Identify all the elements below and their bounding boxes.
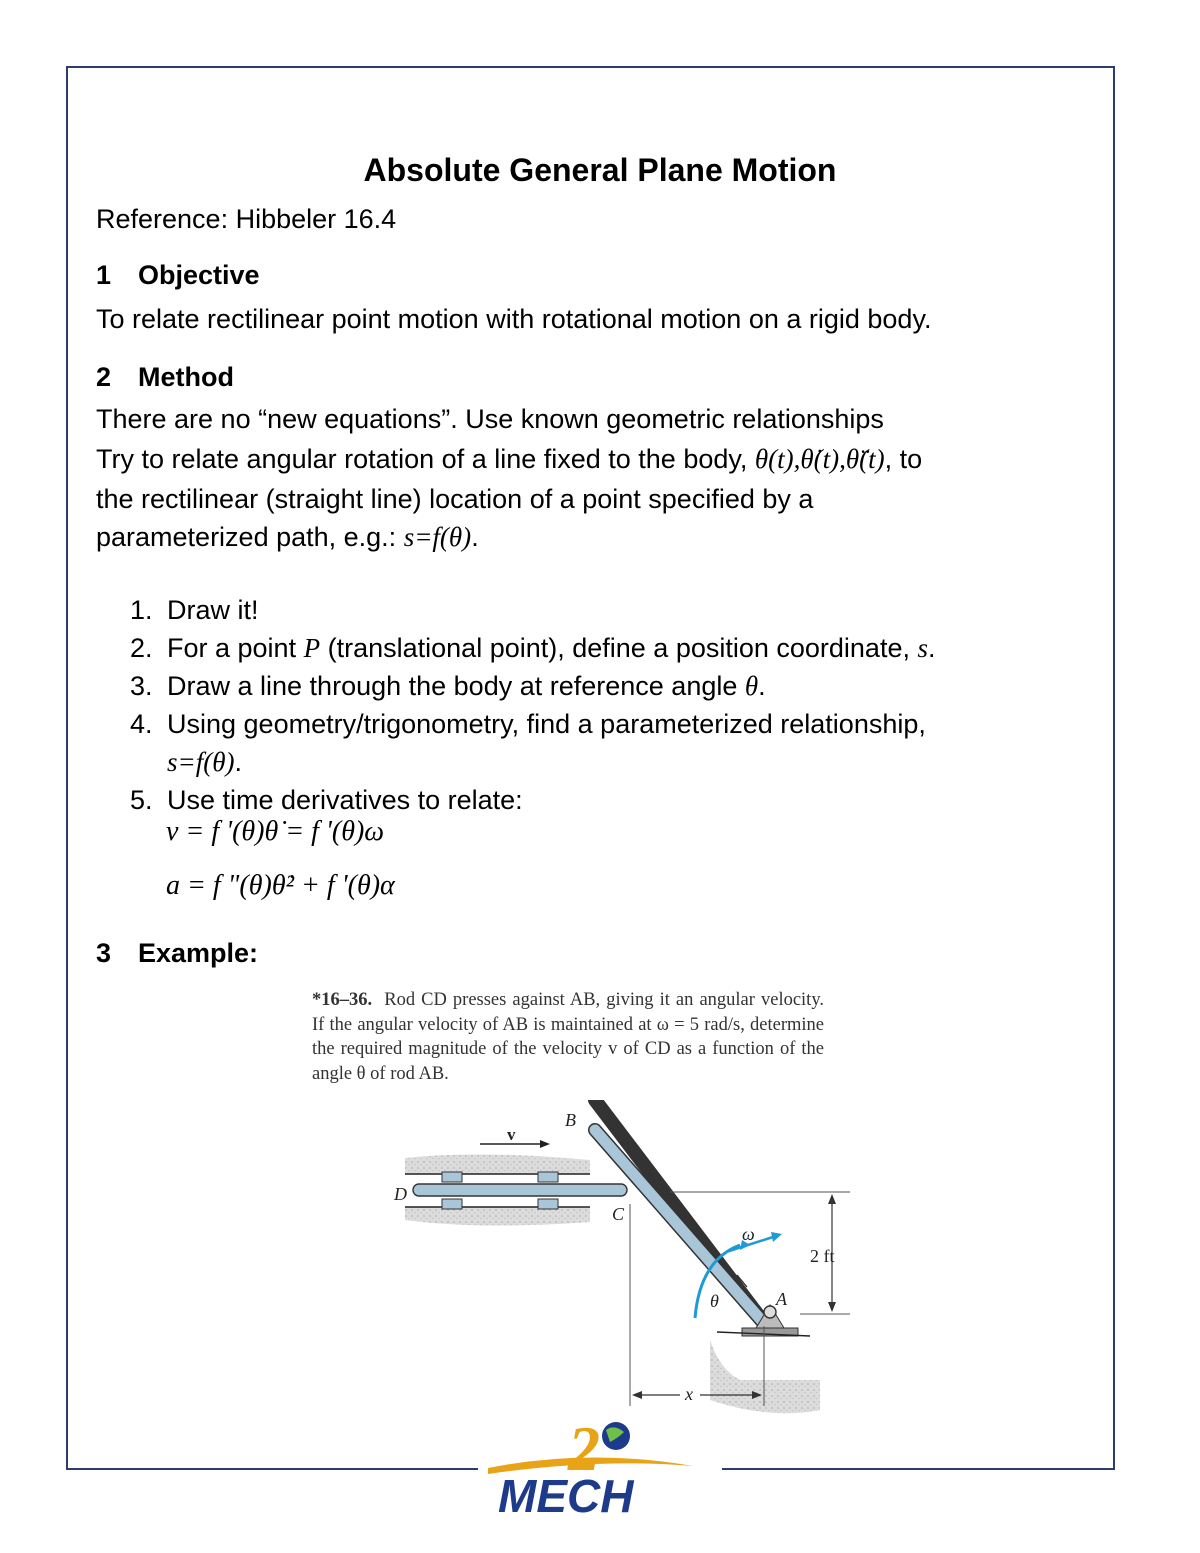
path-function-math: s=f(θ) — [403, 522, 472, 552]
reference-line: Reference: Hibbeler 16.4 — [96, 204, 397, 234]
step-item — [130, 705, 936, 781]
logo-digit: 2 — [568, 1413, 600, 1484]
dimension-arrowhead-bottom — [828, 1302, 836, 1312]
section-number: 3 — [96, 938, 112, 968]
step-number: 2. — [130, 633, 153, 663]
velocity-equation: v = f '(θ)θ̇ = f '(θ)ω — [166, 816, 385, 847]
theta-derivatives-math: θ(t),θ̇(t),θ̈(t) — [754, 444, 885, 474]
section-number: 2 — [96, 362, 112, 392]
step-number: 5. — [130, 785, 153, 815]
step-item — [130, 591, 936, 629]
rod-cd — [413, 1184, 627, 1196]
velocity-arrowhead — [540, 1140, 550, 1148]
step-number: 4. — [130, 709, 153, 739]
section-heading-text: Objective — [138, 260, 260, 290]
acceleration-equation: a = f "(θ)θ̇² + f '(θ)α — [166, 870, 395, 901]
step-text: . — [758, 671, 766, 701]
method-line-2-suffix: , to — [884, 444, 923, 474]
step-text: . — [234, 747, 242, 777]
method-line-4-text: parameterized path, e.g.: — [96, 522, 397, 552]
label-theta: θ — [710, 1291, 719, 1311]
x-arrowhead-left — [632, 1391, 642, 1399]
problem-number: *16–36. — [312, 990, 373, 1010]
logo-text: MECH — [498, 1470, 634, 1520]
problem-text: Rod CD presses against AB, giving it an angular velocity. If the angular velocity of AB is maintained at ω = 5 rad/s, determine the required magnitude of the velocity v of CD as a function of the angle θ of rod AB. — [312, 990, 824, 1084]
label-b: B — [565, 1110, 576, 1130]
step-number: 1. — [130, 595, 153, 625]
pin-a — [764, 1306, 776, 1318]
step-math: P — [303, 633, 321, 663]
step-number: 3. — [130, 671, 153, 701]
section-heading-text: Example: — [138, 938, 259, 968]
label-a: A — [776, 1289, 787, 1309]
method-line-3: the rectilinear (straight line) location of a point specified by a — [96, 484, 814, 514]
section-objective-heading — [96, 260, 260, 291]
method-line-4 — [96, 522, 479, 553]
section-number: 1 — [96, 260, 112, 290]
step-text: For a point — [167, 633, 297, 663]
base-ground-hatch — [710, 1340, 820, 1413]
step-item — [130, 781, 936, 819]
problem-statement — [312, 988, 824, 1086]
mech-logo — [478, 1408, 722, 1520]
dimension-arrowhead-top — [828, 1194, 836, 1204]
section-method-heading — [96, 362, 234, 393]
step-math: s=f(θ) — [167, 747, 235, 777]
step-text: Draw a line through the body at reference angle — [167, 671, 738, 701]
roller-lower-left — [442, 1199, 462, 1209]
method-line-4-suffix: . — [471, 522, 479, 552]
method-line-1: There are no “new equations”. Use known geometric relationships — [96, 404, 884, 434]
label-x: x — [685, 1384, 693, 1404]
label-omega: ω — [742, 1224, 755, 1244]
method-line-2-text: Try to relate angular rotation of a line fixed to the body, — [96, 444, 748, 474]
step-text: Draw it! — [167, 595, 259, 625]
step-text: Use time derivatives to relate: — [167, 785, 523, 815]
roller-upper-right — [538, 1172, 558, 1182]
upper-ground-hatch — [405, 1154, 590, 1174]
method-line-2 — [96, 444, 922, 475]
omega-line-arrowhead — [771, 1232, 782, 1242]
method-steps — [130, 591, 936, 819]
lower-ground-hatch — [405, 1207, 590, 1226]
page-title: Absolute General Plane Motion — [363, 152, 837, 188]
section-heading-text: Method — [138, 362, 234, 392]
step-text: . — [928, 633, 936, 663]
label-c: C — [612, 1204, 625, 1224]
step-math: s — [917, 633, 928, 663]
step-math: θ — [744, 671, 759, 701]
step-item — [130, 629, 936, 667]
objective-text: To relate rectilinear point motion with rotational motion on a rigid body. — [96, 304, 932, 334]
step-item — [130, 667, 936, 705]
label-d: D — [394, 1184, 407, 1204]
label-2ft: 2 ft — [810, 1246, 835, 1266]
section-example-heading — [96, 938, 258, 969]
roller-lower-right — [538, 1199, 558, 1209]
label-v: v — [507, 1125, 516, 1144]
roller-upper-left — [442, 1172, 462, 1182]
step-text: Using geometry/trigonometry, find a parameterized relationship, — [167, 709, 926, 739]
step-text: (translational point), define a position coordinate, — [327, 633, 910, 663]
mechanism-figure — [380, 1100, 860, 1420]
